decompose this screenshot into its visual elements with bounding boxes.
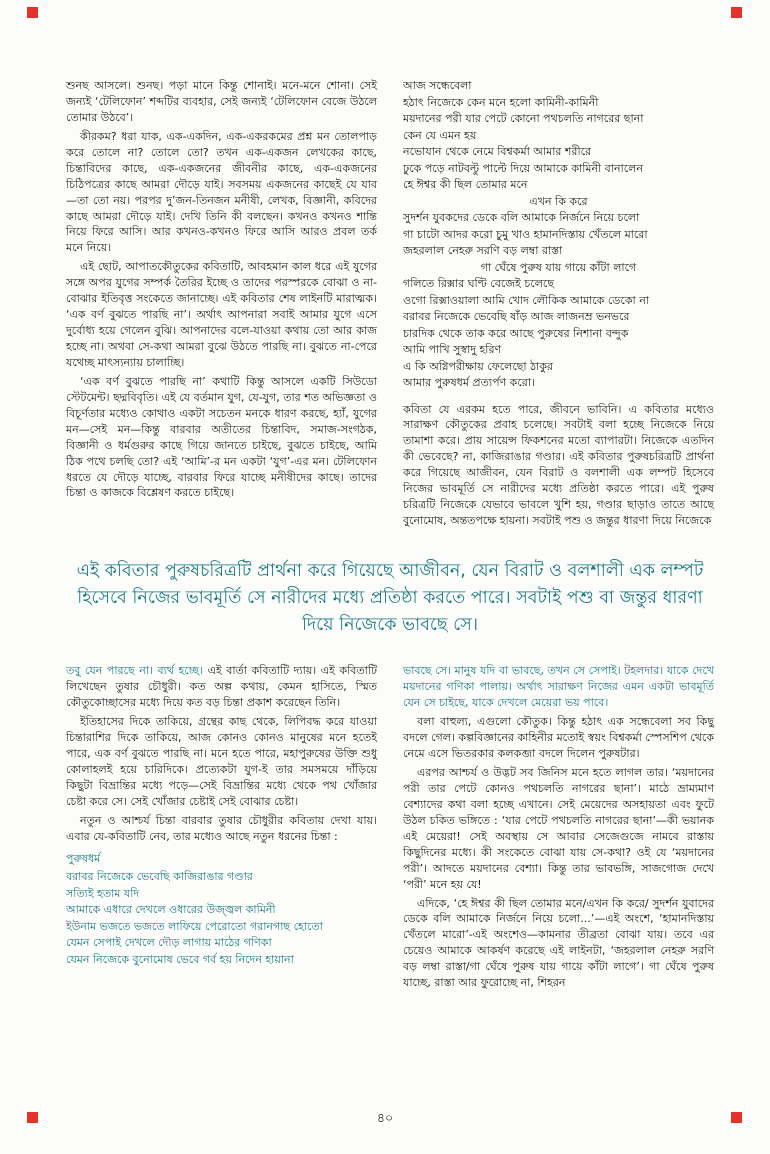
poem-line: এখন কি করে bbox=[529, 194, 588, 208]
poem-line: নভোযান থেকে নেমে বিশ্বকর্মা আমার শরীরে bbox=[403, 145, 592, 158]
poem-line: আজ সন্ধেবেলা bbox=[403, 79, 472, 92]
crop-mark-top-left bbox=[27, 7, 38, 18]
lead-sentence: তবু যেন পারছে না। ব্যর্থ হচ্ছে। bbox=[66, 664, 204, 678]
pull-quote: এই কবিতার পুরুষচরিত্রটি প্রার্থনা করে গিয়েছে আজীবন, যেন বিরাট ও বলশালী এক লম্পট হিসেবে নিজের ভাবমূর্তি সে নারীদের মধ্যে প্রতিষ্ঠা করতে পারে। সবটাই পশু বা জন্তুর ধারণা দিয়ে নিজেকে ভাবছে সে। bbox=[76, 561, 704, 636]
essay-paragraph: এদিকে, ‘হে ঈশ্বর কী ছিল তোমার মনে/এখন কি করে/ সুদর্শন যুবাদের ডেকে বলি আমাকে নির্জনে নিয়ে চলো...’—এই অংশে, ‘হামানদিস্তায় খেঁতলে মারো’-এই অংশেও—কামনার তীব্রতা বোঝা যায়। তবে এর চেয়েও আমাকে আকর্ষণ করেছে এই লাইনটা, ‘জহরলাল নেহরু সরণি বড় লম্বা রাস্তা/গা ঘেঁষে পুরুষ যায় গায়ে কাঁটা লাগে’। গা ঘেঁষে পুরুষ যাচ্ছে, রাস্তা আর ফুরোচ্ছে না, শিহরন bbox=[403, 896, 714, 990]
poem-line: সুদর্শন যুবকদের ডেকে বলি আমাকে নির্জনে নিয়ে চলো bbox=[403, 211, 640, 224]
paragraph-text: এই বার্তা কবিতাটি দ্যায়। এই কবিতাটি লিখেছেন তুষার চৌধুরী। কত অল্প কথায়, কেমন হাসিতে, স্মিত কৌতুকোচ্ছাসের মধ্যে দিয়ে কত বড় চিন্তা প্রকাশ করেছেন তিনি। bbox=[66, 664, 377, 710]
top-columns bbox=[66, 78, 714, 532]
poem-line: হঠাৎ নিজেকে কেন মনে হলো কামিনী-কামিনী bbox=[403, 95, 599, 109]
poem-line: জহরলাল নেহরু সরণি বড় লম্বা রাস্তা bbox=[403, 244, 563, 257]
poem-line: ময়দানের পরী যার পেটে কোনো পথচলতি নাগরের ছানা bbox=[403, 112, 644, 125]
quoted-poem bbox=[66, 851, 377, 969]
poem-line: যেমন নিজেকে বুনোমোষ ভেবে গর্ব হয় নিদেন হায়ানা bbox=[66, 952, 294, 966]
poem-line: বরাবর নিজেকে ভেবেছি ষাঁড় আজ লাজনম্র ভনভরে bbox=[403, 310, 630, 323]
essay-paragraph: নতুন ও আশ্চর্য চিন্তা বারবার তুষার চৌধুরীর কবিতায় দেখা যায়। এবার যে-কবিতাটি নেব, তার মধ্যেও আছে নতুন ধরনের চিন্তা : bbox=[66, 813, 377, 843]
essay-paragraph: কীরকম? ধরা যাক, এক-একদিন, এক-একরকমের প্রশ্ন মন তোলপাড় করে তোলে না? তোলে তো? তখন এক-একজন লেখকের কাছে, চিন্তাবিদের কাছে, এক-একজনের জীবনীর কাছে, এক-একজনের চিঠিপত্রের কাছে আমরা দৌড়ে যাই। সবসময় একজনের কাছেই যে যাব—তা তো নয়। পরপর দু’জন-তিনজন মনীষী, লেখক, বিজ্ঞানী, কবিদের কাছে আমরা দৌড়ে যাই। দেখি তিনি কী বলছেন। কখনও কখনও শান্তি নিয়ে ফিরে আসি। আর কখনও-কখনও ফিরে আসি আরও প্রবল তর্ক মনে নিয়ে। bbox=[66, 129, 377, 255]
bottom-right-column bbox=[403, 663, 714, 994]
crop-mark-top-right bbox=[731, 7, 742, 18]
essay-paragraph: শুনছ আসলে। শুনছ। পড়া মানে কিন্তু শোনাই। মনে-মনে শোনা। সেই জন্যই ‘টেলিফোন’ শব্দটির ব্যবহার, সেই জন্যই ‘টেলিফোন বেজে উঠলে তোমার উঠবে’। bbox=[66, 79, 377, 124]
poem-line: ওগো রিক্সাওয়ালা আমি খোদ লৌকিক আমাকে ডেকো না bbox=[403, 293, 649, 307]
poem-line: সত্যিই হতাম যদি bbox=[66, 886, 140, 900]
essay-paragraph: ‘এক বর্ণ বুঝতে পারছি না’ কথাটি কিন্তু আসলে একটি সিউডো স্টেটমেন্ট। ছদ্মবিবৃতি। এই যে বর্তমান যুগ, যে-যুগ, তার শত অভিজ্ঞতা ও বিচূর্ণতার মধ্যেও কোথাও একটা সচেতন মনকে ধারণ করছে, হ্যাঁ, যুগের মন—সেই মন—কিন্তু বারবার অতীতের চিন্তাবিদ, সমাজ-সংগঠক, বিজ্ঞানী ও ধর্মগুরুর কাছে গিয়ে জানতে চাইছে, বুঝতে চাইছে, আমি ঠিক পথে চলছি তো? এই ‘আমি’-র মন একটা ‘যুগ’-এর মন। টেলিফোন ধরতে যে দৌড়ে যাচ্ছে, বারবার ফিরে যাচ্ছে মনীষীদের কাছে। তাদের চিন্তা ও কাজকে বিশ্লেষণ করতে চাইছে। bbox=[66, 374, 377, 500]
poem-line: গা ঘেঁষে পুরুষ যায় গায়ে কাঁটা লাগে bbox=[480, 260, 637, 274]
poem-line: গা চাটো আদর করো চুমু খাও হামানদিস্তায় খেঁতলে মারো bbox=[403, 227, 648, 241]
poem-line: এ কি অগ্নিপরীক্ষায় ফেলেছো ঠাকুর bbox=[403, 359, 553, 373]
poem-line: আমার পুরুষধর্ম প্রত্যর্পণ করো। bbox=[403, 376, 535, 389]
poem-line: ঢুকে পড়ে নাটবল্টু পাল্টে দিয়ে আমাকে কামিনী বানালেন bbox=[403, 161, 643, 175]
page-content bbox=[66, 78, 714, 994]
page-number: ৪০ bbox=[376, 1110, 394, 1125]
essay-paragraph: এই ছোট, আপাতকৌতুকের কবিতাটি, আবহমান কাল ধরে এই যুগের সঙ্গে অপর যুগের সম্পর্ক তৈরির ইচ্ছে ও তাদের পরস্পরকে বোঝা ও না-বোঝার ইতিবৃত্ত সংকেতে জানাচ্ছে। এই কবিতার শেষ লাইনটি মারাত্মক। ‘এক বর্ণ বুঝতে পারছি না’। অর্থাৎ আপনারা সবাই আমার যুগে এসে দুর্বোধ্য হয়ে গেলেন বুঝি। আপনাদের বলে-যাওয়া কথায় তো আর কাজ হচ্ছে না। অথবা সে-কথা আমরা বুঝে উঠতে পারছি না। বুঝতে না-পেরে যথেচ্ছ মাৎস্যন্যায় চালাচ্ছি। bbox=[66, 260, 377, 369]
essay-paragraph: এরপর আশ্চর্য ও উদ্ভট সব জিনিস মনে হতে লাগল তার। ‘ময়দানের পরী তার পেটে কোনও পথচলতি নাগরের ছানা’। মাঠে ভ্রাম্যমাণ বেশ্যাদের কথা বলা হচ্ছে এখানে। সেই মেয়েদের অসহায়তা এবং ফুটে উঠল চকিত ভঙ্গিতে : ‘যার পেটে পথচলতি নাগরের ছানা’—কী ভয়ানক এই মেয়েরা! সেই অবস্থায় সে আবার সেজেগুজে নামবে রাস্তায় কিছুদিনের মধ্যে। কী সংকেতে বোঝা যায় সে-কথা? ওই যে ‘ময়দানের পরী’। আদতে ময়দানের বেশ্যা। কিন্তু তার ভাবভঙ্গি, সাজগোজ দেখে ‘পরী’ মনে হয় যে! bbox=[403, 766, 714, 891]
poem-title: পুরুষধর্ম bbox=[66, 851, 101, 865]
bottom-columns bbox=[66, 663, 714, 994]
poem-line: ইউনাম ভজতে ভজতে লাফিয়ে পেরোতো গরানগাছ হোতো bbox=[66, 919, 323, 933]
poem-line: আমি পাখি সুস্বাদু হরিণ bbox=[403, 343, 502, 356]
poem-line: হে ঈশ্বর কী ছিল তোমার মনে bbox=[403, 178, 528, 191]
essay-paragraph bbox=[66, 663, 377, 711]
poem-line: কেন যে এমন হয় bbox=[403, 128, 477, 142]
top-right-column bbox=[403, 78, 714, 532]
poem-line: গলিতে রিক্সার ঘণ্টি বেজেই চলেছে bbox=[403, 277, 555, 290]
poem-line: চারদিক থেকে তাক করে আছে পুরুষের নিশানা বন্দুক bbox=[403, 326, 629, 340]
poem-line: আমাকে এধারে দেখলে ওধারের উজ্জ্বল কামিনী bbox=[66, 903, 276, 917]
poem-line: বরাবর নিজেকে ভেবেছি কাজিরাঙার গণ্ডার bbox=[66, 870, 253, 884]
essay-paragraph: ইতিহাসের দিকে তাকিয়ে, গ্রন্থের কাছ থেকে, লিপিবদ্ধ করে যাওয়া চিন্তারাশির দিকে তাকিয়ে, আজ কোনও কোনও মানুষের মনে হতেই পারে, এক বর্ণ বুঝতে পারছি না। মনে হতে পারে, মহাপুরুষের উক্তি শুধু কোলাহলই হয়ে চারিদিকে। প্রত্যেকটা যুগ-ই তার সমসময়ে দাঁড়িয়ে কিছুটা বিভ্রান্তির মধ্যে পড়ে—সেই বিভ্রান্তির মধ্যে থেকে পথ খোঁজার চেষ্টা করে সে। সেই খোঁজার চেষ্টাই সেই বোঝার চেষ্টা। bbox=[66, 715, 377, 808]
poem-line: যেমন সেপাই দেখলে দৌড় লাগায় মাঠের গণিকা bbox=[66, 936, 272, 950]
quoted-poem bbox=[403, 78, 714, 392]
essay-paragraph: বলা বাহুল্য, এগুলো কৌতুক। কিন্তু হঠাৎ এক সন্ধেবেলা সব কিছু বদলে গেল। কল্পবিজ্ঞানের কাহিনীর মতোই স্বয়ং বিশ্বকর্মা স্পেসশিপ থেকে নেমে এসে ভিতরকার কলকব্জা বদলে দিলেন পুরুষটার। bbox=[403, 715, 714, 761]
essay-paragraph: কবিতা যে এরকম হতে পারে, জীবনে ভাবিনি। এ কবিতার মধ্যেও সারাক্ষণ কৌতুকের প্রবাহ চলেছে। সবটাই বলা হচ্ছে নিজেকে নিয়ে তামাশা করে। প্রায় সায়েন্স ফিকশনের মতো ব্যাপারটা। নিজেকে এতদিন কী ভেবেছে? না, কাজিরাঙার গণ্ডার। এই কবিতার পুরুষচরিত্রটি প্রার্থনা করে গিয়েছে আজীবন, যেন বিরাট ও বলশালী এক লম্পট হিসেবে নিজের ভাবমূর্তি সে নারীদের মধ্যে প্রতিষ্ঠা করতে পারে। এই পুরুষ চরিত্রটি নিজেকে যেভাবে ভাবলে খুশি হয়, গণ্ডার ছাড়াও তাতে আছে বুনোমোষ, অন্ততপক্ষে হায়না। সবটাই পশু ও জন্তুর ধারণা দিয়ে নিজেকে bbox=[403, 402, 714, 528]
bottom-left-column bbox=[66, 663, 377, 994]
top-left-column bbox=[66, 78, 377, 532]
essay-paragraph: ভাবছে সে। মানুষ যদি বা ভাবছে, তখন সে সেপাই। টহলদার। যাকে দেখে ময়দানের গণিকা পালায়। অর্থাৎ সারাক্ষণ নিজের এমন একটা ভাবমূর্তি যেন সে চাইছে, যাকে দেখলে মেয়েরা ভয় পাবে। bbox=[403, 664, 714, 710]
